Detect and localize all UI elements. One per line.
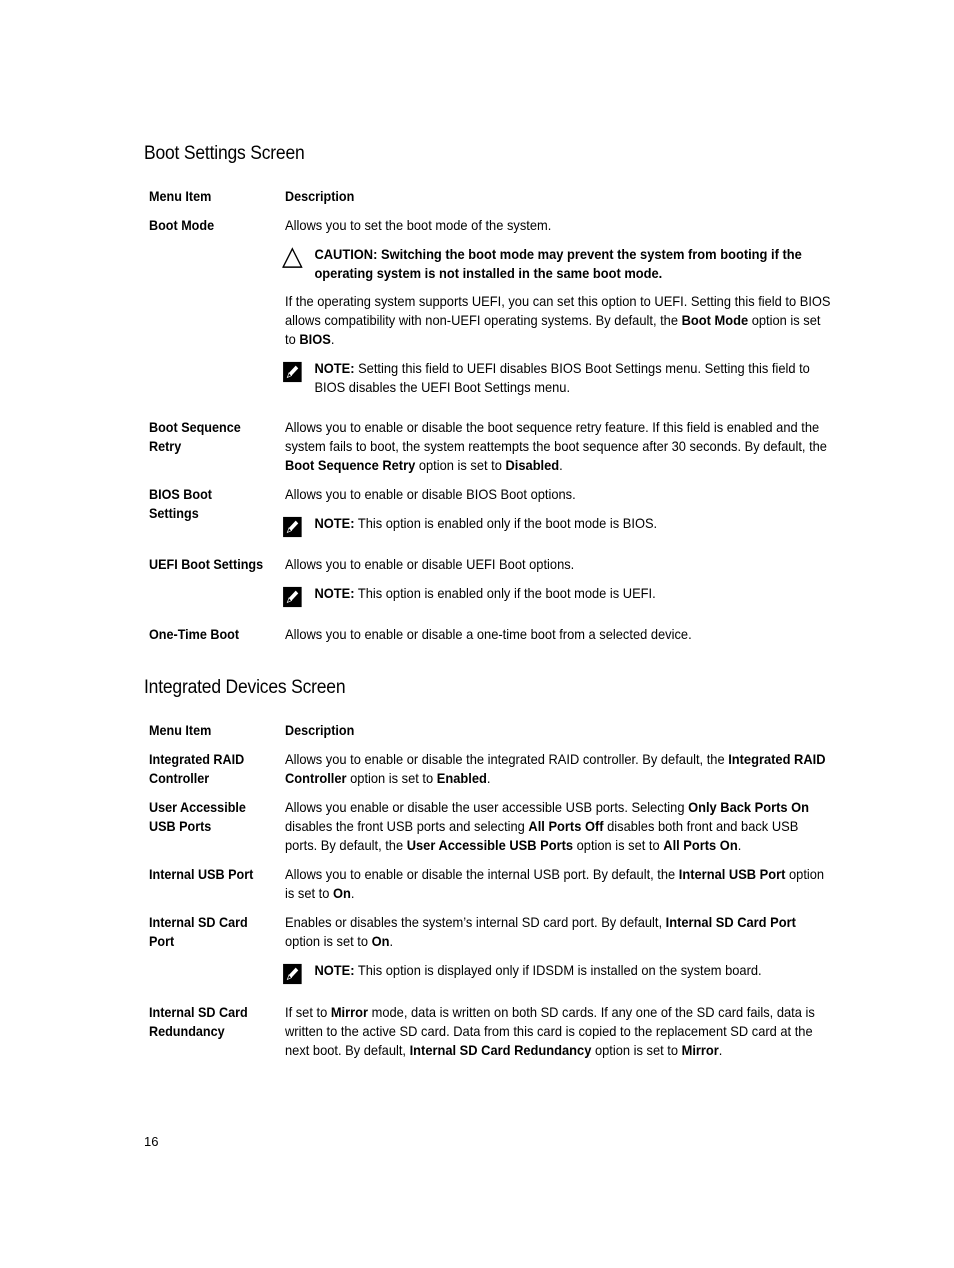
description: Allows you enable or disable the user accessible USB ports. Selecting Only Back Ports On disables the front USB ports and selecting All Ports Off disables both front and back USB ports. By default, the User Accessible USB Ports option is set to All Ports On. [285, 799, 810, 853]
note-text: Setting this field to UEFI disables BIOS Boot Settings menu. Setting this field to BIOS disables the UEFI Boot Settings menu. [314, 360, 810, 395]
header-description: Description [285, 188, 355, 204]
note-pencil-icon [282, 361, 302, 383]
note-text: This option is enabled only if the boot mode is BIOS. [354, 515, 658, 531]
menu-item-bios-boot-settings: BIOS Boot Settings [149, 486, 212, 521]
description: Allows you to set the boot mode of the system. [285, 217, 552, 233]
menu-item-user-accessible-usb-ports: User Accessible USB Ports [149, 799, 246, 834]
note-box [285, 359, 832, 397]
description: Allows you to enable or disable the internal USB port. By default, the Internal USB Port option is set to On. [285, 866, 825, 901]
note-box [285, 584, 832, 603]
note-pencil-icon [282, 516, 302, 538]
note-text: This option is displayed only if IDSDM is installed on the system board. [354, 962, 762, 978]
menu-item-one-time-boot: One-Time Boot [149, 626, 240, 642]
note-pencil-icon [282, 586, 302, 608]
menu-item-uefi-boot-settings: UEFI Boot Settings [149, 556, 264, 572]
note-label: NOTE: [314, 585, 355, 601]
note-label: NOTE: [314, 962, 355, 978]
menu-item-internal-sd-card-redundancy: Internal SD Card Redundancy [149, 1004, 248, 1039]
menu-item-internal-sd-card-port: Internal SD Card Port [149, 914, 248, 949]
section-title-integrated-devices: Integrated Devices Screen [144, 677, 346, 698]
caution-text: CAUTION: Switching the boot mode may prevent the system from booting if the operating system is not installed in the same boot mode. [314, 246, 802, 281]
description: Allows you to enable or disable the integrated RAID controller. By default, the Integrated RAID Controller option is set to Enabled. [285, 751, 826, 786]
section-title-boot-settings: Boot Settings Screen [144, 143, 305, 164]
note-pencil-icon [282, 963, 302, 985]
header-description: Description [285, 722, 355, 738]
header-menu-item: Menu Item [149, 188, 212, 204]
note-label: NOTE: [314, 515, 355, 531]
caution-box [285, 245, 832, 283]
description: Allows you to enable or disable a one-time boot from a selected device. [285, 626, 692, 642]
page-number: 16 [144, 1134, 159, 1149]
note-label: NOTE: [314, 360, 355, 376]
description: If set to Mirror mode, data is written on both SD cards. If any one of the SD card fails, data is written to the active SD card. Data from this card is copied to the replacement SD card at the next boot. By default, Internal SD Card Redundancy option is set to Mirror. [285, 1004, 815, 1058]
caution-triangle-icon [282, 247, 302, 269]
note-text: This option is enabled only if the boot mode is UEFI. [354, 585, 656, 601]
description: Enables or disables the system’s internal SD card port. By default, Internal SD Card Port option is set to On. [285, 914, 796, 949]
note-box [285, 514, 832, 533]
note-box [285, 961, 832, 980]
menu-item-boot-mode: Boot Mode [149, 217, 215, 233]
menu-item-integrated-raid: Integrated RAID Controller [149, 751, 245, 786]
description-paragraph: If the operating system supports UEFI, you can set this option to UEFI. Setting this field to BIOS allows compatibility with non-UEFI operating systems. By default, the Boot Mode option is set to BIOS. [285, 293, 831, 347]
description: Allows you to enable or disable BIOS Boot options. [285, 486, 576, 502]
description: Allows you to enable or disable UEFI Boot options. [285, 556, 575, 572]
menu-item-boot-sequence-retry: Boot Sequence Retry [149, 419, 241, 454]
description: Allows you to enable or disable the boot sequence retry feature. If this field is enabled and the system fails to boot, the system reattempts the boot sequence after 30 seconds. By default, the Boot Sequence Retry option is set to Disabled. [285, 419, 827, 473]
header-menu-item: Menu Item [149, 722, 212, 738]
menu-item-internal-usb-port: Internal USB Port [149, 866, 254, 882]
